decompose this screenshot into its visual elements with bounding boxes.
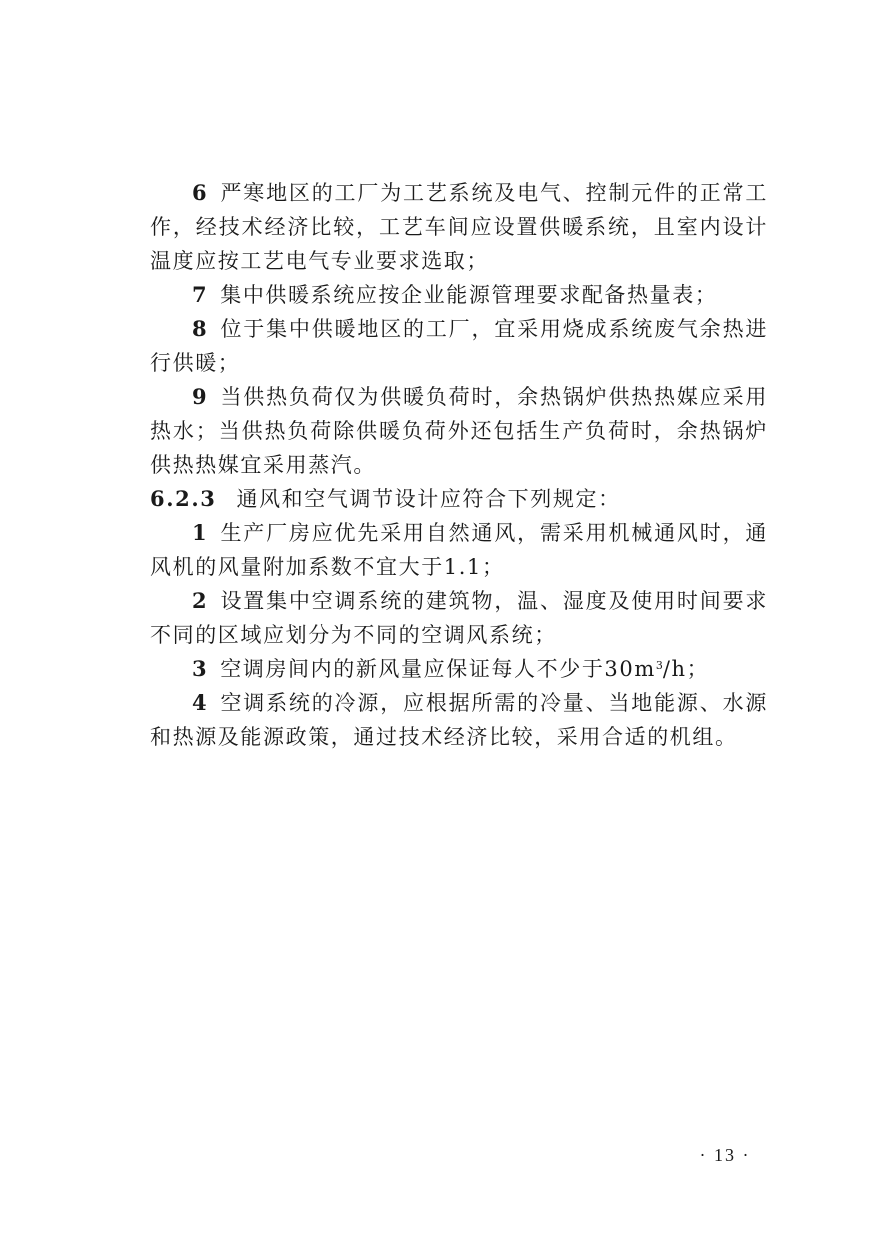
clause-number: 2 [192,588,209,613]
document-body [150,176,768,754]
section-text: 通风和空气调节设计应符合下列规定： [236,487,621,511]
clause-text: 当供热负荷仅为供暖负荷时，余热锅炉供热热媒应采用热水；当供热负荷除供暖负荷外还包括生产负荷时，余热锅炉供热热媒宜采用蒸汽。 [150,385,768,477]
clause-item-9 [150,380,768,482]
section-heading-6-2-3 [150,482,768,516]
clause-number: 8 [192,316,209,341]
clause-item-6 [150,176,768,278]
clause-text: 空调房间内的新风量应保证每人不少于30m [220,657,656,681]
clause-number: 1 [192,520,209,545]
clause-item-2 [150,584,768,652]
clause-text: 位于集中供暖地区的工厂，宜采用烧成系统废气余热进行供暖； [150,317,768,375]
clause-number: 3 [192,656,209,681]
clause-text: 生产厂房应优先采用自然通风，需采用机械通风时，通风机的风量附加系数不宜大于1.1； [150,521,768,579]
clause-number: 7 [192,282,209,307]
superscript-3: 3 [655,659,663,672]
clause-text: 严寒地区的工厂为工艺系统及电气、控制元件的正常工作，经技术经济比较，工艺车间应设置供暖系统，且室内设计温度应按工艺电气专业要求选取； [150,181,768,273]
clause-item-8 [150,312,768,380]
clause-text-tail: /h； [662,657,710,681]
clause-number: 4 [192,690,209,715]
clause-text: 设置集中空调系统的建筑物，温、湿度及使用时间要求不同的区域应划分为不同的空调风系统； [150,589,768,647]
clause-text: 空调系统的冷源，应根据所需的冷量、当地能源、水源和热源及能源政策，通过技术经济比较，采用合适的机组。 [150,691,768,749]
page-number: · 13 · [699,1145,751,1165]
clause-item-3 [150,652,768,686]
clause-item-1 [150,516,768,584]
clause-item-4 [150,686,768,754]
clause-text: 集中供暖系统应按企业能源管理要求配备热量表； [220,283,718,307]
clause-number: 9 [192,384,209,409]
clause-item-7 [150,278,768,312]
section-number: 6.2.3 [150,486,217,511]
clause-number: 6 [192,180,209,205]
